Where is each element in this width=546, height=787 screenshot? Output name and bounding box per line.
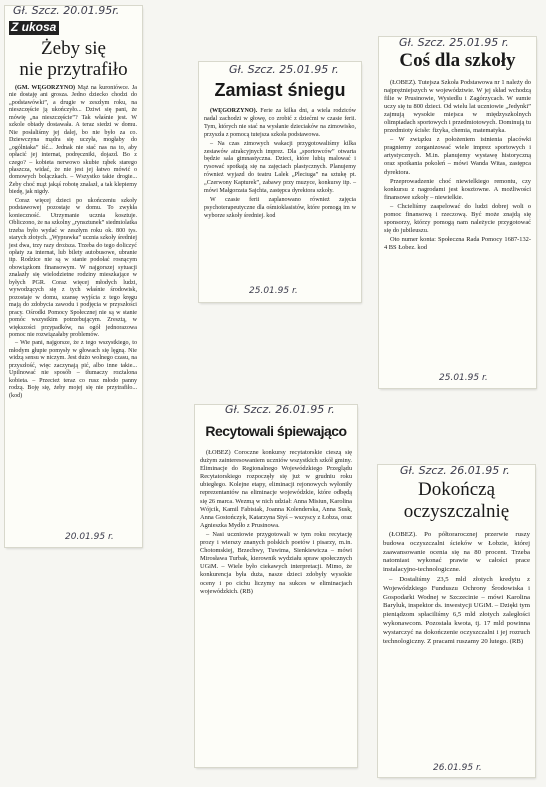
headline: Recytowali śpiewająco — [205, 423, 347, 439]
clipping-recytowali-spiewajaco — [195, 405, 357, 767]
paragraph: – W związku z położeniem istnienia placówki pragniemy zorganizować wiele imprez sportowych i artystycznych. M.in. planujemy wystawę historyczną oraz spotkania pokoleń – mówi Wanda Witas, zastępca dyrektora. — [384, 136, 531, 176]
handwritten-stamp: 25.01.95 r. — [249, 286, 298, 296]
handwritten-date-note: Gł. Szcz. 26.01.95 r. — [225, 405, 335, 416]
headline-line-2: nie przytrafiło — [19, 59, 128, 80]
paragraph: W czasie ferii zaplanowano również zajęcia psychoterapeutyczne dla ośmioklasistów, które pomogą im w wyborze szkoły średniej. kod — [204, 196, 356, 219]
paragraph: – Nasi uczniowie przygotowali w tym roku recytację prozy i wierszy znanych polskich poetów i pisarzy, m.in. Chotomskiej, Brzechwy, Tuwima, Sienkiewicza – mówi Mirosława Turbak, kierownik wydziału spraw społecznych UGiM. – Wiele było ciekawych interpretacji. Mimo, że konkurencja była duża, nasze dzieci zdobyły wysokie oceny i po cichu liczymy na sukces w eliminacjach wojewódzkich. (RB) — [200, 530, 352, 595]
article-body — [384, 79, 531, 253]
kicker-text: Z ukosa — [11, 20, 57, 34]
article-body — [200, 449, 352, 597]
article-body — [9, 85, 137, 401]
paragraph: – Dostaliśmy 23,5 mld złotych kredytu z Wojewódzkiego Funduszu Ochrony Środowiska i Gospodarki Wodnej w Szczecinie – mówi Karolina Baryluk, inspektor ds. inwestycji UGiM. – Dzięki tym pieniądzom spłaciliśmy 6,5 mld złotych zaległości wykonawcom. Pozostała kwota, tj. 17 mld powinna wystarczyć na dokończenie oczyszczalni i jej rozruch technologiczny. Z pracami ruszamy 20 lutego. (RB) — [383, 575, 530, 645]
paragraph: (ŁOBEZ) Coroczne konkursy recytatorskie cieszą się dużym zainteresowaniem uczniów wszystkich szkół gminy. Eliminacje do Regionalnego Wojewódzkiego Przeglądu Recytatorskiego rozpoczęły się już w grudniu roku ubiegłego. Kolejne etapy, eliminacji rejonowych wyłoniły reprezentantów na eliminacje wojewódzkie, które odbędą się 26 marca. Wezmą w nich udział: Anna Misiun, Karolina Wójcik, Kamil Fabisiak, Joanna Kolenderska, Anna Susk, Anna Gostończyk, Katarzyna Styś – wszyscy z Łobza, oraz Agnieszka Mydło z Prusinowa. — [200, 449, 352, 529]
handwritten-date-note: Gł. Szcz. 25.01.95 r. — [399, 37, 509, 49]
paragraph: (ŁOBEZ). Po półtorarocznej przerwie ruszy budowa oczyszczalni ścieków w Łobzie, której zaawansowanie ocenia się na 80 procent. Trzeba natomiast wykonać prawie w całości prace instalacyjno-technologiczne. — [383, 531, 530, 574]
handwritten-date-note: Gł. Szcz. 26.01.95 r. — [400, 465, 510, 477]
headline-line-1: Dokończą — [417, 479, 496, 500]
handwritten-stamp: 25.01.95 r. — [439, 373, 488, 383]
headline-line-1: Żeby się — [41, 38, 106, 59]
handwritten-date-note: Gł. Szcz. 25.01.95 r. — [229, 63, 339, 76]
article-lead: (GM. WĘGORZYNO) — [15, 85, 76, 91]
paragraph: Mąż na kuroniówce. Ja nie dostaję ani grosza. Jedno dziecko chodzi do „podstawówki”, a drugie w zeszłym roku, na nieszczęście ją ukończyło... Dziwi się pani, że mówię „na nieszczęście”? Tak właśnie jest. W szkole obiady dostawała. A teraz siedzi w domu. Nie posłaliśmy jej dalej, bo nie było za co. Dziewczyna mądra się uczyła, mogłaby do „ogólniaka” iść... Jednak nie stać nas na to, aby opłacić jej internat, podręczniki, dojazd. Bo z czego? – kobieta nerwowo skubie rąbek starego płaszcza, widać, że nie jest jej łatwo mówić o domowych bolączkach. – Wszystko takie drogie... Żeby choć mąż jakąś robotę znalazł, a tak klepiemy biedę, jak nigdy. — [9, 85, 137, 196]
headline: Zamiast śniegu — [214, 80, 346, 100]
clipping-z-ukosa — [5, 6, 142, 547]
clipping-dokoncza-oczyszczalnie — [378, 465, 535, 777]
paragraph: Oto numer konta: Społeczna Rada Pomocy 1687-132-4 BS Łobez. kod — [384, 235, 531, 251]
handwritten-stamp: 26.01.95 r. — [433, 763, 482, 773]
clipping-cos-dla-szkoly — [379, 37, 536, 388]
handwritten-stamp: 20.01.95 r. — [65, 532, 114, 542]
article-body — [204, 108, 356, 222]
paragraph: – Wie pani, najgorsze, że z tego wszystkiego, to młodym głupie pomysły w głowach się lęgną. Nie widzą sensu w niczym. Jest dużo wolnego czasu, na przyszłość, więc zaczynają pić, albo inne takie... Upilnować nie sposób – tłumaczy rozżalona kobieta. – Przecież teraz co rusz młodo panny rodzą. Boję się, żeby mojej się nie przytrafiło... (kod) — [9, 340, 137, 399]
article-body — [383, 531, 530, 647]
paragraph: Przeprowadzenie choć niewielkiego remontu, czy konkursu z nagrodami jest kosztowne. A możliwości finansowe szkoły – niewielkie. — [384, 177, 531, 201]
handwritten-date-note: Gł. Szcz. 20.01.95r. — [13, 6, 120, 17]
paragraph: Ferie za kilka dni, a wiela rodziców nadal zachodzi w głowę, co zrobić z dziećmi w czasie ferii. Tym, których nie stać na wysłanie dzieciaków na zimowisko, przyszła z pomocą tutejsza szkoła podstawowa. — [204, 108, 356, 138]
paragraph: Coraz więcej dzieci po ukończeniu szkoły podstawowej pozostaje w domu. To zwykła konieczność. Utrzymanie ucznia kosztuje. Obliczono, że na szkolny „rynsztunek” siedmiolatka trzeba było wydać w zeszłym roku ok. 800 tys. starych złotych. „Wyprawka” ucznia szkoły średniej jest dwa, trzy razy droższa. Trzeba do tego doliczyć opłaty za internat, lub bilety autobusowe, ubranie itp. Rodzice nie są w stanie podołać rosnącym obowiązkom finansowym. W najgorszej sytuacji znalazły się wielodzietne rodziny mieszkające w byłych PGR. Coraz więcej młodych ludzi, wywodzących się z tych właśnie środowisk, pozostaje w domu, szansę wyjścia z tego kręgu mają do zdobycia zawodu i podjęcia w przyszłości pracy. Ośrodki Pomocy Społecznej nie są w stanie pomóc wszystkim potrzebującym. Zresztą, w większości przypadków, na ogół jednorazowa pomoc nie rozwiązałaby problemów. — [9, 197, 137, 338]
article-lead: (WĘGORZYNO). — [210, 108, 258, 114]
paragraph: (ŁOBEZ). Tutejsza Szkoła Podstawowa nr 1 należy do najprężniejszych w województwie. W jej skład wchodzą filie w Prusinowie, Wysiedlu i Zagórzycach. W sumie uczy się tu 800 dzieci. Od wielu lat uczniowie „Jedynki” zajmują wysokie miejsca w międzyszkolnych olimpiadach sportowych i przedmiotowych. Dominują tu przedmioty ścisłe: fizyka, chemia, matematyka. — [384, 79, 531, 135]
paragraph: – Chcieliśmy zaapelować do ludzi dobrej woli o pomoc finansową i rzeczową. Być może znajdą się sponsorzy, którzy pomogą nam należycie przygotować się do jubileuszu. — [384, 202, 531, 234]
headline: Coś dla szkoły — [399, 50, 516, 71]
headline-line-2: oczyszczalnię — [403, 501, 510, 522]
paragraph: – Na czas zimowych wakacji przygotowaliśmy kilka zestawów atrakcyjnych imprez. Dla „sportowców” otwarta będzie sala gimnastyczna. Dzieci, które lubią malować i rysować spotkają się na zajęciach plastycznych. Planujemy również wyjazd do teatru Lalek „Pleciuga” na sztukę pt. „Czerwony Kapturek”, zabawy przy muzyce, konkursy itp. – mówi Małgorzata Sajchta, zastępca dyrektora szkoły. — [204, 140, 356, 195]
clipping-zamiast-sniegu — [199, 62, 361, 302]
